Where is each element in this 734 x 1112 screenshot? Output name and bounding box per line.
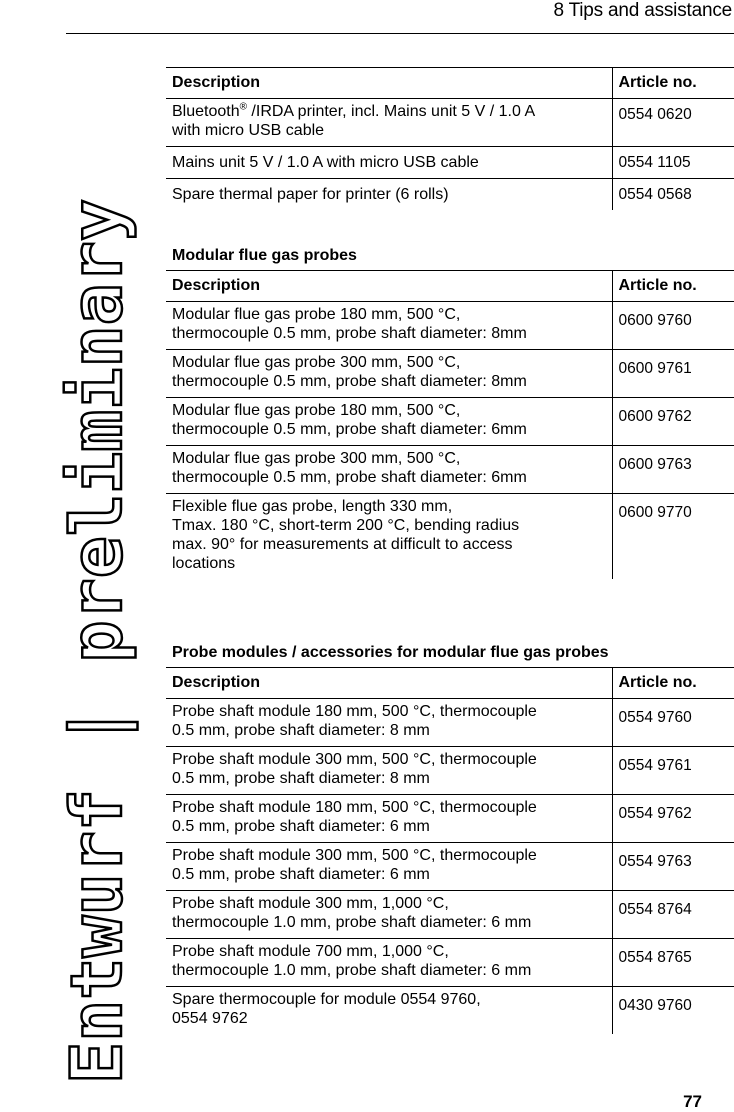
row-article-number: 0554 0620 <box>612 99 734 147</box>
row-description: Flexible flue gas probe, length 330 mm, Tmax. 180 °C, short-term 200 °C, bending radius max. 90° for measurements at difficult to access locations <box>172 498 520 572</box>
row-description: Mains unit 5 V / 1.0 A with micro USB cable <box>172 154 479 171</box>
row-description: Spare thermal paper for printer (6 rolls) <box>172 186 449 203</box>
column-header-article: Article no. <box>612 668 734 699</box>
row-article-number: 0554 9760 <box>612 699 734 747</box>
column-header-description: Description <box>172 277 261 294</box>
probe-modules-table <box>166 667 734 1034</box>
table-row <box>166 939 734 987</box>
row-article-number: 0554 9761 <box>612 747 734 795</box>
row-description: Modular flue gas probe 300 mm, 500 °C, thermocouple 0.5 mm, probe shaft diameter: 6mm <box>172 450 527 486</box>
section-heading: Probe modules / accessories for modular flue gas probes <box>172 644 609 661</box>
header-divider <box>66 33 734 34</box>
column-header-article: Article no. <box>612 271 734 302</box>
page-number: 77 <box>683 1092 702 1111</box>
page-header-title: 8 Tips and assistance <box>553 0 732 21</box>
row-description: Probe shaft module 300 mm, 1,000 °C, thermocouple 1.0 mm, probe shaft diameter: 6 mm <box>172 895 532 931</box>
table-row <box>166 699 734 747</box>
modular-probes-section <box>166 246 734 579</box>
row-description: Probe shaft module 180 mm, 500 °C, thermocouple 0.5 mm, probe shaft diameter: 8 mm <box>172 703 537 739</box>
table-row <box>166 494 734 580</box>
row-article-number: 0554 0568 <box>612 179 734 211</box>
row-article-number: 0600 9763 <box>612 446 734 494</box>
table-row <box>166 179 734 211</box>
row-article-number: 0554 1105 <box>612 147 734 179</box>
row-description: Modular flue gas probe 180 mm, 500 °C, thermocouple 0.5 mm, probe shaft diameter: 6mm <box>172 402 527 438</box>
table-row <box>166 891 734 939</box>
row-article-number: 0430 9760 <box>612 987 734 1035</box>
row-description: Bluetooth® /IRDA printer, incl. Mains unit 5 V / 1.0 A with micro USB cable <box>172 101 536 139</box>
printer-accessories-section <box>166 67 734 210</box>
table-header-row <box>166 668 734 699</box>
section-heading: Modular flue gas probes <box>172 247 357 264</box>
table-row <box>166 446 734 494</box>
table-row <box>166 747 734 795</box>
row-article-number: 0554 9762 <box>612 795 734 843</box>
table-header-row <box>166 271 734 302</box>
table-row <box>166 147 734 179</box>
row-article-number: 0554 9763 <box>612 843 734 891</box>
draft-watermark: Entwurf | preliminary <box>56 198 138 1084</box>
row-article-number: 0554 8765 <box>612 939 734 987</box>
probe-modules-section <box>166 643 734 1034</box>
row-article-number: 0600 9770 <box>612 494 734 580</box>
printer-accessories-table <box>166 67 734 210</box>
table-row <box>166 350 734 398</box>
table-row <box>166 398 734 446</box>
column-header-description: Description <box>172 74 261 91</box>
column-header-description: Description <box>172 674 261 691</box>
table-row <box>166 99 734 147</box>
row-description: Modular flue gas probe 300 mm, 500 °C, thermocouple 0.5 mm, probe shaft diameter: 8mm <box>172 354 527 390</box>
table-header-row <box>166 68 734 99</box>
row-article-number: 0600 9762 <box>612 398 734 446</box>
modular-probes-table <box>166 270 734 579</box>
row-article-number: 0600 9760 <box>612 302 734 350</box>
row-description: Modular flue gas probe 180 mm, 500 °C, thermocouple 0.5 mm, probe shaft diameter: 8mm <box>172 306 527 342</box>
row-description: Probe shaft module 700 mm, 1,000 °C, thermocouple 1.0 mm, probe shaft diameter: 6 mm <box>172 943 532 979</box>
table-row <box>166 843 734 891</box>
row-description: Spare thermocouple for module 0554 9760, 0554 9762 <box>172 991 481 1027</box>
row-article-number: 0600 9761 <box>612 350 734 398</box>
row-description: Probe shaft module 180 mm, 500 °C, thermocouple 0.5 mm, probe shaft diameter: 6 mm <box>172 799 537 835</box>
table-row <box>166 302 734 350</box>
row-description: Probe shaft module 300 mm, 500 °C, thermocouple 0.5 mm, probe shaft diameter: 6 mm <box>172 847 537 883</box>
column-header-article: Article no. <box>612 68 734 99</box>
row-description: Probe shaft module 300 mm, 500 °C, thermocouple 0.5 mm, probe shaft diameter: 8 mm <box>172 751 537 787</box>
table-row <box>166 987 734 1035</box>
row-article-number: 0554 8764 <box>612 891 734 939</box>
table-row <box>166 795 734 843</box>
